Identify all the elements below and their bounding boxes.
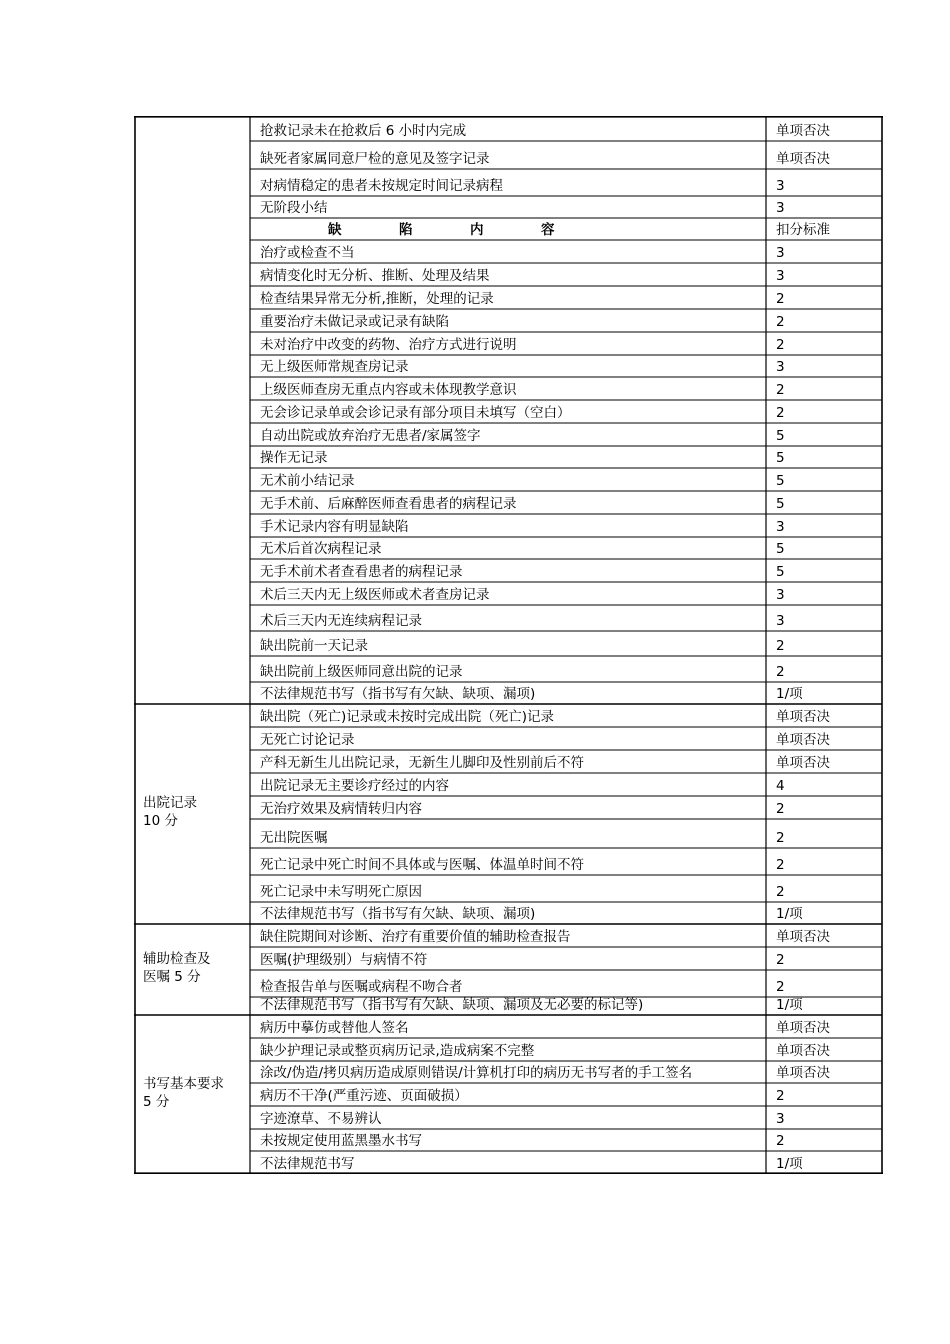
deduction-score: 5 (776, 496, 785, 512)
defect-item-text: 不法律规范书写（指书写有欠缺、缺项、漏项及无必要的标记等) (260, 997, 644, 1013)
defect-item-text: 重要治疗未做记录或记录有缺陷 (260, 314, 449, 330)
defect-item-text: 术后三天内无上级医师或术者查房记录 (260, 587, 490, 603)
deduction-score: 2 (776, 952, 785, 968)
deduction-score: 单项否决 (776, 709, 830, 725)
deduction-score: 1/项 (776, 686, 803, 702)
header-char: 陷 (399, 222, 413, 238)
deduction-score: 2 (776, 405, 785, 421)
deduction-score: 1/项 (776, 997, 803, 1013)
defect-item-text: 治疗或检查不当 (260, 245, 355, 261)
defect-item-text: 操作无记录 (260, 450, 328, 466)
category-label-line: 出院记录 (143, 795, 197, 811)
defect-item-text: 无术后首次病程记录 (260, 541, 382, 557)
deduction-score: 3 (776, 268, 785, 284)
deduction-score: 3 (776, 613, 785, 629)
score-standard-header: 扣分标准 (776, 222, 830, 238)
category-label-line: 5 分 (143, 1093, 170, 1110)
deduction-score: 2 (776, 1133, 785, 1149)
deduction-score: 2 (776, 857, 785, 873)
defect-item-text: 未按规定使用蓝黑墨水书写 (260, 1133, 422, 1149)
defect-content-header (328, 222, 612, 238)
defect-item-text: 手术记录内容有明显缺陷 (260, 519, 409, 535)
defect-item-text: 不法律规范书写（指书写有欠缺、缺项、漏项) (260, 906, 536, 922)
defect-item-text: 出院记录无主要诊疗经过的内容 (260, 778, 449, 794)
defect-item-text: 无出院医嘱 (260, 830, 328, 846)
defect-item-text: 无手术前、后麻醉医师查看患者的病程记录 (260, 496, 517, 512)
deduction-score: 2 (776, 801, 785, 817)
category-label-line: 10 分 (143, 813, 178, 829)
defect-item-text: 未对治疗中改变的药物、治疗方式进行说明 (260, 337, 517, 353)
deduction-score: 单项否决 (776, 929, 830, 945)
defect-item-text: 病历中摹仿或替他人签名 (260, 1020, 409, 1036)
defect-item-text: 缺出院前上级医师同意出院的记录 (260, 664, 463, 680)
defect-item-text: 无手术前术者查看患者的病程记录 (260, 564, 463, 580)
category-label-line: 书写基本要求 (143, 1075, 224, 1092)
defect-item-text: 术后三天内无连续病程记录 (260, 613, 422, 629)
category-label-line: 辅助检查及 (143, 950, 211, 967)
deduction-score: 单项否决 (776, 151, 830, 167)
defect-item-text: 无会诊记录单或会诊记录有部分项目未填写（空白） (260, 405, 571, 421)
deduction-score: 5 (776, 428, 785, 444)
deduction-score: 2 (776, 664, 785, 680)
defect-item-text: 病情变化时无分析、推断、处理及结果 (260, 268, 490, 284)
deduction-score: 单项否决 (776, 1043, 830, 1059)
defect-item-text: 医嘱(护理级别）与病情不符 (260, 952, 428, 968)
deduction-score: 5 (776, 541, 785, 557)
deduction-score: 5 (776, 473, 785, 489)
scoring-table (134, 116, 883, 1174)
deduction-score: 单项否决 (776, 755, 830, 771)
deduction-score: 3 (776, 200, 785, 216)
defect-item-text: 涂改/伪造/拷贝病历造成原则错误/计算机打印的病历无书写者的手工签名 (260, 1065, 693, 1081)
defect-item-text: 缺死者家属同意尸检的意见及签字记录 (260, 151, 490, 167)
deduction-score: 单项否决 (776, 1065, 830, 1081)
deduction-score: 3 (776, 359, 785, 375)
deduction-score: 1/项 (776, 906, 803, 922)
defect-item-text: 自动出院或放弃治疗无患者/家属签字 (260, 428, 481, 444)
category-label (143, 1075, 243, 1111)
deduction-score: 2 (776, 638, 785, 654)
deduction-score: 2 (776, 337, 785, 353)
category-label (143, 794, 243, 830)
category-label (143, 950, 243, 986)
defect-item-text: 死亡记录中未写明死亡原因 (260, 884, 422, 900)
deduction-score: 3 (776, 587, 785, 603)
defect-item-text: 不法律规范书写（指书写有欠缺、缺项、漏项) (260, 686, 536, 702)
deduction-score: 2 (776, 884, 785, 900)
deduction-score: 4 (776, 778, 785, 794)
deduction-score: 2 (776, 314, 785, 330)
defect-item-text: 无治疗效果及病情转归内容 (260, 801, 422, 817)
deduction-score: 2 (776, 1088, 785, 1104)
defect-item-text: 缺住院期间对诊断、治疗有重要价值的辅助检查报告 (260, 929, 571, 945)
deduction-score: 3 (776, 178, 785, 194)
deduction-score: 单项否决 (776, 732, 830, 748)
deduction-score: 单项否决 (776, 1020, 830, 1036)
defect-item-text: 无上级医师常规查房记录 (260, 359, 409, 375)
deduction-score: 2 (776, 830, 785, 846)
defect-item-text: 字迹潦草、不易辨认 (260, 1111, 382, 1127)
deduction-score: 3 (776, 245, 785, 261)
defect-item-text: 无死亡讨论记录 (260, 732, 355, 748)
defect-item-text: 抢救记录未在抢救后 6 小时内完成 (260, 123, 467, 139)
deduction-score: 2 (776, 979, 785, 995)
header-char: 缺 (328, 222, 342, 238)
defect-item-text: 对病情稳定的患者未按规定时间记录病程 (260, 178, 503, 194)
defect-item-text: 死亡记录中死亡时间不具体或与医嘱、体温单时间不符 (260, 857, 584, 873)
defect-item-text: 不法律规范书写 (260, 1156, 355, 1172)
defect-item-text: 检查报告单与医嘱或病程不吻合者 (260, 979, 463, 995)
defect-item-text: 无阶段小结 (260, 200, 328, 216)
category-label-line: 医嘱 5 分 (143, 968, 201, 985)
deduction-score: 单项否决 (776, 123, 830, 139)
deduction-score: 5 (776, 564, 785, 580)
deduction-score: 2 (776, 382, 785, 398)
defect-item-text: 缺出院（死亡)记录或未按时完成出院（死亡)记录 (260, 709, 555, 725)
deduction-score: 3 (776, 1111, 785, 1127)
defect-item-text: 缺少护理记录或整页病历记录,造成病案不完整 (260, 1043, 535, 1059)
defect-item-text: 上级医师查房无重点内容或未体现教学意识 (260, 382, 517, 398)
defect-item-text: 检查结果异常无分析,推断，处理的记录 (260, 291, 494, 307)
defect-item-text: 病历不干净(严重污迹、页面破损） (260, 1088, 468, 1104)
deduction-score: 3 (776, 519, 785, 535)
deduction-score: 5 (776, 450, 785, 466)
defect-item-text: 产科无新生儿出院记录，无新生儿脚印及性别前后不符 (260, 755, 584, 771)
deduction-score: 2 (776, 291, 785, 307)
header-char: 容 (541, 222, 555, 238)
header-char: 内 (470, 222, 484, 238)
table-grid (134, 116, 883, 1174)
deduction-score: 1/项 (776, 1156, 803, 1172)
defect-item-text: 无术前小结记录 (260, 473, 355, 489)
defect-item-text: 缺出院前一天记录 (260, 638, 368, 654)
